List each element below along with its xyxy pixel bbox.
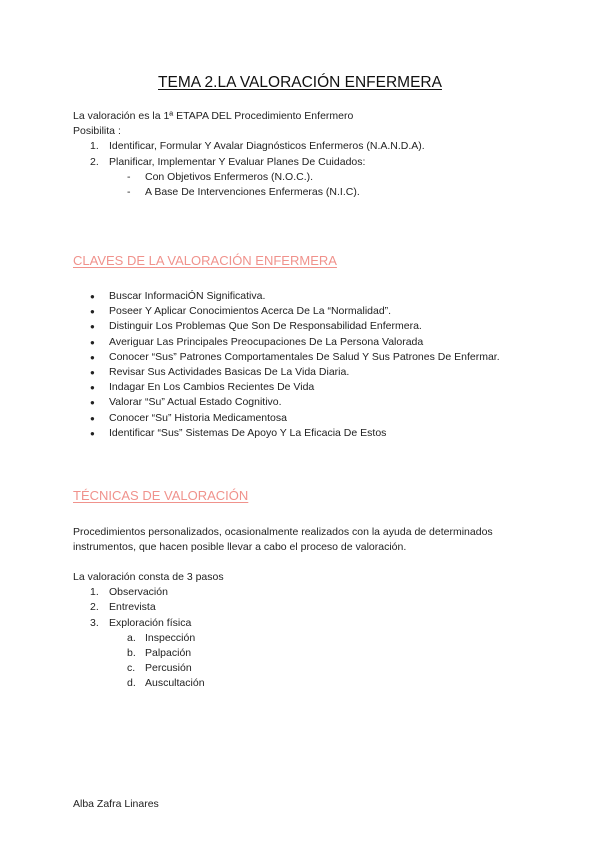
- bullet-icon: ●: [90, 398, 95, 408]
- list-item-text: Exploración física: [109, 616, 192, 629]
- list-number: 2.: [90, 601, 99, 614]
- intro-item-2: [73, 155, 543, 170]
- list-item-text: Entrevista: [109, 601, 156, 614]
- list-item: [73, 411, 543, 426]
- substep-item-a: [73, 631, 543, 646]
- list-item: [73, 335, 543, 350]
- tecnicas-steps: [73, 570, 543, 692]
- list-letter: b.: [127, 647, 136, 660]
- intro-posibilita: Posibilita :: [73, 125, 121, 138]
- list-item-text: Auscultación: [145, 677, 205, 690]
- substep-item-b: [73, 646, 543, 661]
- substep-item-c: [73, 661, 543, 676]
- tecnicas-paragraph: [73, 525, 543, 555]
- list-number: 2.: [90, 155, 99, 168]
- section-heading-claves: CLAVES DE LA VALORACIÓN ENFERMERA: [73, 253, 337, 268]
- list-item-text: Valorar “Su” Actual Estado Cognitivo.: [109, 396, 282, 409]
- bullet-icon: ●: [90, 368, 95, 378]
- list-item-text: Identificar, Formular Y Avalar Diagnósticos Enfermeros (N.A.N.D.A).: [109, 140, 425, 153]
- list-item: [73, 304, 543, 319]
- intro-block: [73, 109, 543, 200]
- step-item-1: [73, 585, 543, 600]
- intro-subitem-2: [73, 185, 543, 200]
- bullet-icon: ●: [90, 307, 95, 317]
- list-item-text: Palpación: [145, 647, 192, 660]
- bullet-icon: ●: [90, 322, 95, 332]
- list-item: [73, 395, 543, 410]
- list-item-text: A Base De Intervenciones Enfermeras (N.I.C).: [145, 186, 360, 199]
- list-number: 3.: [90, 616, 99, 629]
- list-item: [73, 365, 543, 380]
- list-item-text: Con Objetivos Enfermeros (N.O.C.).: [145, 170, 314, 183]
- list-letter: d.: [127, 677, 136, 690]
- intro-item-1: [73, 139, 543, 154]
- bullet-icon: ●: [90, 337, 95, 347]
- list-number: 1.: [90, 586, 99, 599]
- bullet-icon: ●: [90, 292, 95, 301]
- step-item-2: [73, 600, 543, 615]
- step-item-3: [73, 616, 543, 631]
- list-number: 1.: [90, 140, 99, 153]
- section-heading-tecnicas: TÉCNICAS DE VALORACIÓN: [73, 488, 249, 503]
- list-item: [73, 426, 543, 441]
- claves-list: [73, 289, 543, 441]
- list-letter: a.: [127, 631, 136, 644]
- steps-intro: La valoración consta de 3 pasos: [73, 571, 224, 583]
- list-item-text: Revisar Sus Actividades Basicas De La Vida Diaria.: [109, 366, 350, 379]
- list-item-text: Conocer “Sus” Patrones Comportamentales De Salud Y Sus Patrones De Enfermar.: [109, 350, 500, 363]
- list-item-text: Buscar InformaciÓN Significativa.: [109, 290, 266, 302]
- paragraph-line: instrumentos, que hacen posible llevar a cabo el proceso de valoración.: [73, 541, 407, 554]
- list-item: [73, 350, 543, 365]
- list-item-text: Indagar En Los Cambios Recientes De Vida: [109, 381, 315, 394]
- paragraph-line: Procedimientos personalizados, ocasionalmente realizados con la ayuda de determinados: [73, 526, 493, 538]
- list-item-text: Planificar, Implementar Y Evaluar Planes De Cuidados:: [109, 155, 366, 168]
- dash-marker: -: [127, 186, 131, 199]
- bullet-icon: ●: [90, 413, 95, 423]
- list-item: [73, 319, 543, 334]
- list-item: [73, 380, 543, 395]
- list-item-text: Distinguir Los Problemas Que Son De Responsabilidad Enfermera.: [109, 320, 422, 333]
- list-item-text: Identificar “Sus” Sistemas De Apoyo Y La Eficacia De Estos: [109, 426, 387, 439]
- footer-author: Alba Zafra Linares: [73, 798, 159, 810]
- list-item-text: Observación: [109, 586, 168, 599]
- list-item-text: Averiguar Las Principales Preocupaciones De La Persona Valorada: [109, 335, 424, 348]
- intro-line: La valoración es la 1ª ETAPA DEL Procedimiento Enfermero: [73, 110, 354, 122]
- list-item-text: Percusión: [145, 662, 192, 675]
- dash-marker: -: [127, 170, 131, 183]
- bullet-icon: ●: [90, 428, 95, 438]
- list-letter: c.: [127, 662, 136, 675]
- bullet-icon: ●: [90, 352, 95, 362]
- list-item-text: Poseer Y Aplicar Conocimientos Acerca De La “Normalidad”.: [109, 305, 392, 318]
- bullet-icon: ●: [90, 383, 95, 393]
- list-item-text: Inspección: [145, 631, 196, 644]
- intro-subitem-1: [73, 170, 543, 185]
- substep-item-d: [73, 676, 543, 691]
- page-title: TEMA 2.LA VALORACIÓN ENFERMERA: [158, 74, 442, 91]
- list-item-text: Conocer “Su” Historia Medicamentosa: [109, 411, 287, 424]
- list-item: [73, 289, 543, 304]
